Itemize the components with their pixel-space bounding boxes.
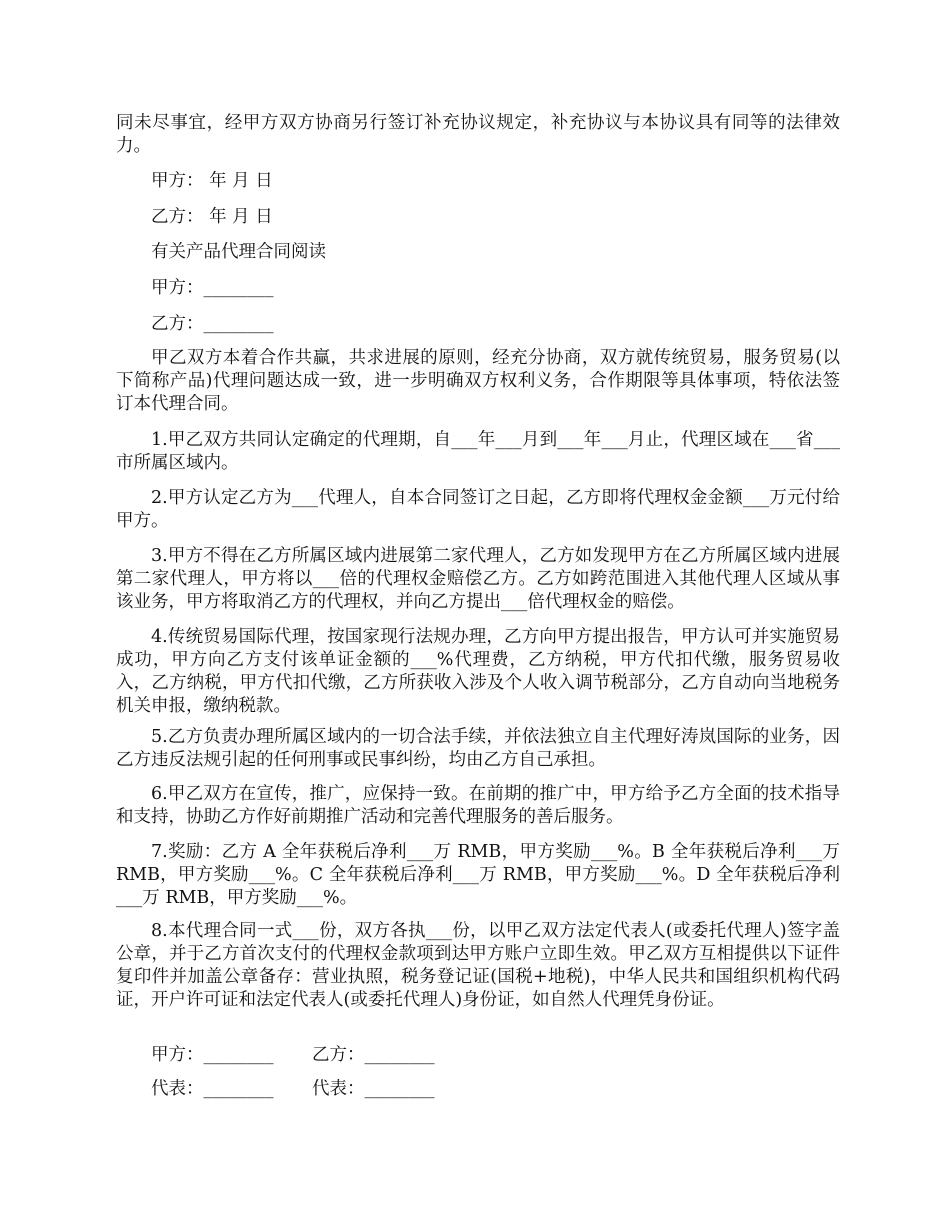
sign-date-party-b: 乙方： 年 月 日 xyxy=(151,207,273,227)
clause-2: 2.甲方认定乙方为___代理人，自本合同签订之日起，乙方即将代理权金金额___万元付给甲方。 xyxy=(116,488,840,531)
clause-5: 5.乙方负责办理所属区域内的一切合法手续，并依法独立自主代理好涛岚国际的业务，因乙方违反法规引起的任何刑事或民事纠纷，均由乙方自己承担。 xyxy=(116,727,840,770)
clause-7: 7.奖励：乙方 A 全年获税后净利___万 RMB，甲方奖励___%。B 全年获税后净利___万RMB，甲方奖励___%。C 全年获税后净利___万 RMB，甲方奖励___%。D 全年获税后净利___万 RMB，甲方奖励___%。 xyxy=(116,842,840,908)
clause-8: 8.本代理合同一式___份，双方各执___份，以甲乙双方法定代表人(或委托代理人)签字盖公章，并于乙方首次支付的代理权金款项到达甲方账户立即生效。甲乙双方互相提供以下证件复印件并加盖公章备存：营业执照，税务登记证(国税+地税)，中华人民共和国组织机构代码证，开户许可证和法定代表人(或委托代理人)身份证，如自然人代理凭身份证。 xyxy=(116,921,840,1010)
intro-paragraph: 甲乙双方本着合作共赢，共求进展的原则，经充分协商，双方就传统贸易，服务贸易(以下简称产品)代理问题达成一致，进一步明确双方权利义务，合作期限等具体事项，特依法签订本代理合同。 xyxy=(116,348,840,414)
party-a-line: 甲方：________ xyxy=(151,278,274,298)
document-title: 有关产品代理合同阅读 xyxy=(151,242,326,262)
signature-rep-a: 代表：________ xyxy=(151,1079,274,1099)
clause-3: 3.甲方不得在乙方所属区域内进展第二家代理人，乙方如发现甲方在乙方所属区域内进展第二家代理人，甲方将以___倍的代理权金赔偿乙方。乙方如跨范围进入其他代理人区域从事该业务，甲方将取消乙方的代理权，并向乙方提出___倍代理权金的赔偿。 xyxy=(116,546,840,612)
party-b-line: 乙方：________ xyxy=(151,314,274,334)
clause-1: 1.甲乙双方共同认定确定的代理期，自___年___月到___年___月止，代理区域在___省___市所属区域内。 xyxy=(116,430,840,473)
signature-party-a: 甲方：________ xyxy=(151,1045,274,1065)
sign-date-party-a: 甲方： 年 月 日 xyxy=(151,171,273,191)
signature-party-b: 乙方：________ xyxy=(312,1045,435,1065)
clause-4: 4.传统贸易国际代理，按国家现行法规办理，乙方向甲方提出报告，甲方认可并实施贸易成功，甲方向乙方支付该单证金额的___%代理费，乙方纳税，甲方代扣代缴，服务贸易收入，乙方纳税，甲方代扣代缴，乙方所获收入涉及个人收入调节税部分，乙方自动向当地税务机关申报，缴纳税款。 xyxy=(116,627,840,716)
clause-6: 6.甲乙双方在宣传，推广，应保持一致。在前期的推广中，甲方给予乙方全面的技术指导和支持，协助乙方作好前期推广活动和完善代理服务的善后服务。 xyxy=(116,784,840,827)
continuation-paragraph: 同未尽事宜，经甲方双方协商另行签订补充协议规定，补充协议与本协议具有同等的法律效力。 xyxy=(116,113,840,156)
signature-rep-b: 代表：________ xyxy=(312,1079,435,1099)
